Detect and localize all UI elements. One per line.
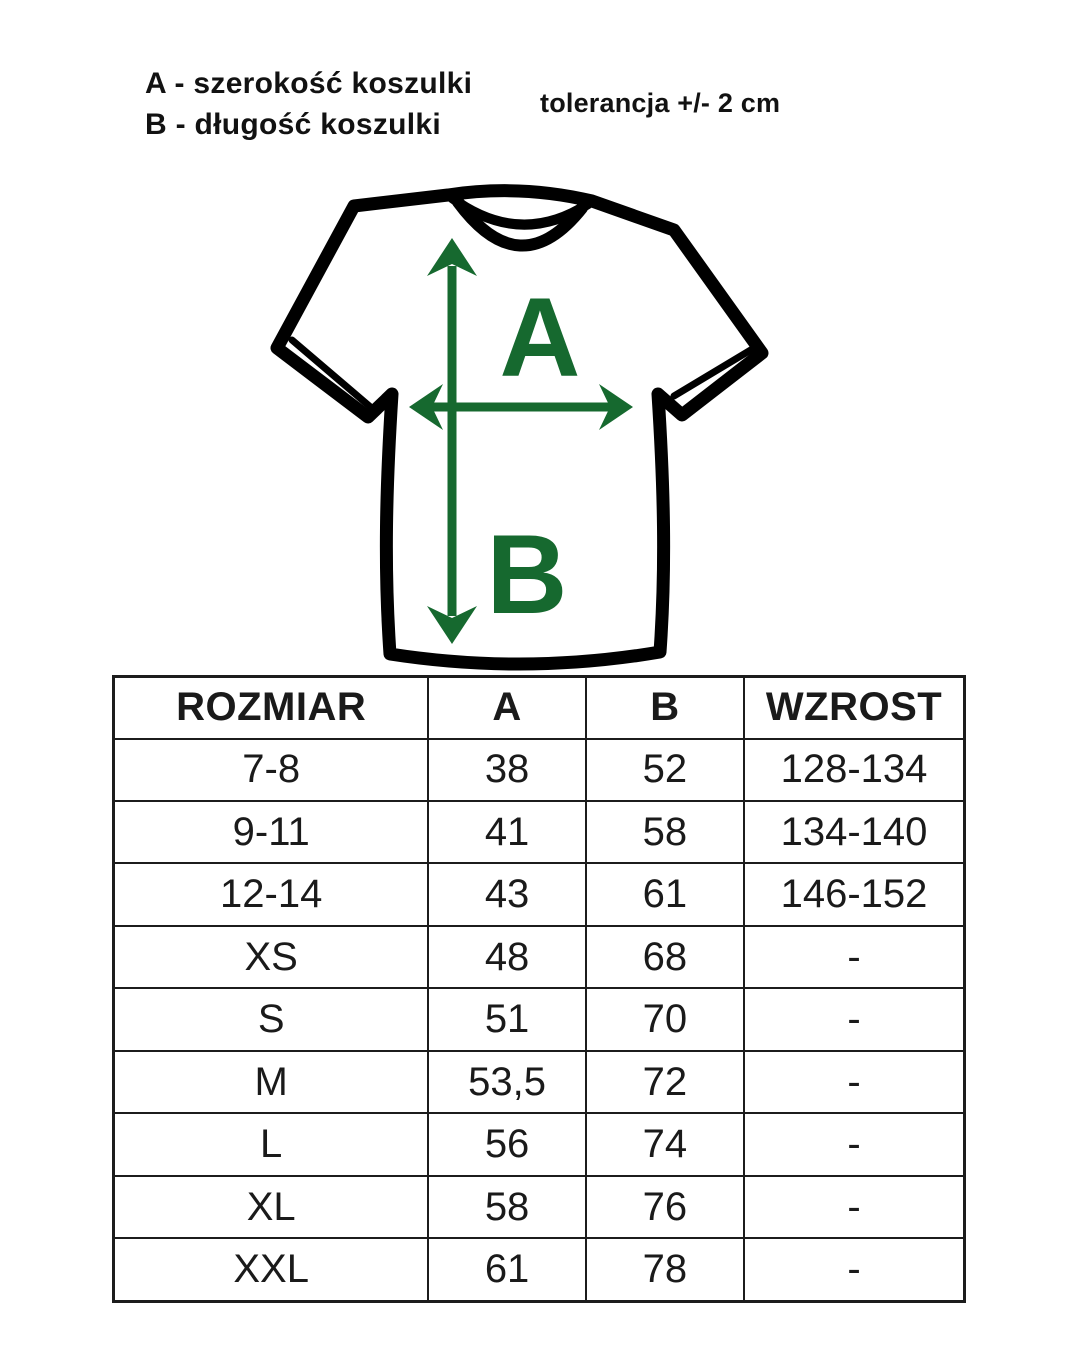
legend-line-b: B - długość koszulki [145,108,442,141]
height-cell: - [744,1176,964,1238]
tshirt-icon [262,168,802,678]
size-cell: L [114,1113,429,1175]
width-cell: 56 [428,1113,585,1175]
size-cell: 9-11 [114,801,429,863]
width-cell: 61 [428,1238,585,1301]
height-cell: 134-140 [744,801,964,863]
size-cell: XL [114,1176,429,1238]
header-a: A [428,677,585,739]
table-row [114,1238,965,1301]
width-cell: 53,5 [428,1051,585,1113]
height-cell: - [744,1113,964,1175]
tolerance-note: tolerancja +/- 2 cm [540,88,781,118]
height-cell: - [744,988,964,1050]
table-row [114,739,965,801]
height-cell: 146-152 [744,863,964,925]
table-row [114,1051,965,1113]
header-b: B [586,677,744,739]
height-cell: 128-134 [744,739,964,801]
legend-line-a: A - szerokość koszulki [145,67,473,100]
height-cell: - [744,1238,964,1301]
length-cell: 70 [586,988,744,1050]
header-rozmiar: ROZMIAR [114,677,429,739]
width-cell: 41 [428,801,585,863]
size-cell: S [114,988,429,1050]
table-row [114,926,965,988]
table-row [114,1176,965,1238]
length-cell: 68 [586,926,744,988]
width-cell: 48 [428,926,585,988]
legend [145,63,472,145]
size-table [112,675,966,1303]
height-cell: - [744,926,964,988]
length-cell: 52 [586,739,744,801]
length-cell: 72 [586,1051,744,1113]
length-cell: 78 [586,1238,744,1301]
header-row [114,677,965,739]
header-wzrost: WZROST [744,677,964,739]
length-cell: 58 [586,801,744,863]
label-b: B [486,512,568,637]
label-a: A [499,275,581,400]
size-cell: 7-8 [114,739,429,801]
table-row [114,1113,965,1175]
table-row [114,988,965,1050]
size-cell: M [114,1051,429,1113]
size-cell: XXL [114,1238,429,1301]
length-cell: 61 [586,863,744,925]
height-cell: - [744,1051,964,1113]
size-cell: XS [114,926,429,988]
size-cell: 12-14 [114,863,429,925]
width-cell: 58 [428,1176,585,1238]
width-cell: 43 [428,863,585,925]
length-cell: 76 [586,1176,744,1238]
width-cell: 38 [428,739,585,801]
table-row [114,801,965,863]
table-row [114,863,965,925]
length-cell: 74 [586,1113,744,1175]
width-cell: 51 [428,988,585,1050]
tshirt-diagram [262,168,802,678]
